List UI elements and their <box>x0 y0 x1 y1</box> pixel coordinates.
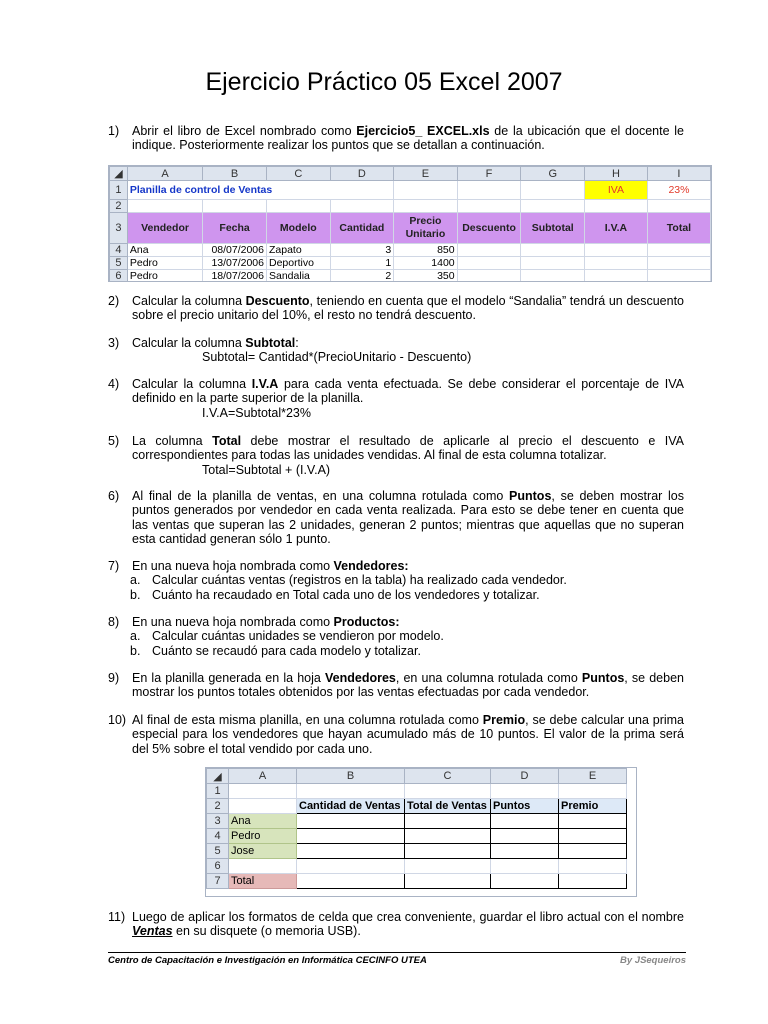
column-header[interactable]: E <box>394 167 457 181</box>
cell[interactable]: Pedro <box>127 270 202 283</box>
instruction-4: 4) Calcular la columna I.V.A para cada venta efectuada. Se debe considerar el porcentaje de IVA definido en la parte superior de la planilla. I.V.A=Subtotal*23% <box>108 377 684 420</box>
row-header[interactable]: 3 <box>207 814 229 829</box>
row-header[interactable]: 6 <box>207 859 229 874</box>
ventas-table <box>109 166 711 282</box>
sub-item: a. Calcular cuántas unidades se vendieron por modelo. <box>130 629 444 644</box>
column-header[interactable]: A <box>127 167 202 181</box>
sub-item: b. Cuánto se recaudó para cada modelo y totalizar. <box>130 643 421 658</box>
header-cantidad-ventas[interactable]: Cantidad de Ventas <box>297 799 405 814</box>
header-modelo[interactable]: Modelo <box>267 213 331 244</box>
row-header[interactable]: 1 <box>110 181 128 200</box>
item-number: 4) <box>108 377 120 391</box>
header-cantidad[interactable]: Cantidad <box>330 213 394 244</box>
header-fecha[interactable]: Fecha <box>203 213 267 244</box>
item-number: 8) <box>108 615 120 629</box>
instruction-1: 1) Abrir el libro de Excel nombrado como Ejercicio5_ EXCEL.xls de la ubicación que el docente le indique. Posteriormente realizar los puntos que se detallan a continuación. <box>108 124 685 153</box>
iva-label-cell[interactable]: IVA <box>584 181 647 200</box>
item-number: 11) <box>108 910 126 924</box>
sub-item: a. Calcular cuántas ventas (registros en la tabla) ha realizado cada vendedor. <box>130 573 567 588</box>
select-all-corner[interactable]: ◢ <box>110 167 128 181</box>
vendor-name-cell[interactable]: Ana <box>229 814 297 829</box>
ventas-sheet <box>108 165 712 282</box>
item-number: 10) <box>108 713 127 727</box>
header-vendedor[interactable]: Vendedor <box>127 213 202 244</box>
header-precio-unitario[interactable]: Precio Unitario <box>394 213 457 244</box>
cell[interactable]: 2 <box>330 270 394 283</box>
instruction-11: 11) Luego de aplicar los formatos de celda que crea conveniente, guardar el libro actual con el nombre Ventas en su disquete (o memoria USB). <box>108 910 684 939</box>
cell[interactable]: 1400 <box>394 257 457 270</box>
cell[interactable]: 850 <box>394 244 457 257</box>
vendor-name-cell[interactable]: Jose <box>229 844 297 859</box>
cell[interactable]: 350 <box>394 270 457 283</box>
cell[interactable]: 13/07/2006 <box>203 257 267 270</box>
row-header[interactable]: 6 <box>110 270 128 283</box>
column-header[interactable]: B <box>297 769 405 784</box>
column-header[interactable]: G <box>521 167 585 181</box>
vendor-name-cell[interactable]: Pedro <box>229 829 297 844</box>
row-header[interactable]: 4 <box>207 829 229 844</box>
column-header[interactable]: C <box>267 167 331 181</box>
footer-author: By JSequeiros <box>620 955 686 966</box>
select-all-corner[interactable]: ◢ <box>207 769 229 784</box>
footer-institution: Centro de Capacitación e Investigación en Informática CECINFO UTEA <box>108 955 427 966</box>
cell[interactable]: Pedro <box>127 257 202 270</box>
cell[interactable]: Deportivo <box>267 257 331 270</box>
cell[interactable]: 18/07/2006 <box>203 270 267 283</box>
row-header[interactable]: 4 <box>110 244 128 257</box>
column-header[interactable]: E <box>559 769 627 784</box>
table-row <box>110 244 711 257</box>
table-row <box>110 270 711 283</box>
instruction-2: 2) Calcular la columna Descuento, teniendo en cuenta que el modelo “Sandalia” tendrá un descuento sobre el precio unitario del 10%, el resto no tendrá descuento. <box>108 294 685 323</box>
iva-value-cell[interactable]: 23% <box>647 181 710 200</box>
total-label-cell[interactable]: Total <box>229 874 297 889</box>
column-header[interactable]: H <box>584 167 647 181</box>
cell[interactable]: 3 <box>330 244 394 257</box>
formula: Subtotal= Cantidad*(PrecioUnitario - Descuento) <box>202 350 472 365</box>
table-row <box>207 829 627 844</box>
column-header[interactable]: D <box>491 769 559 784</box>
column-header[interactable]: B <box>203 167 267 181</box>
column-header[interactable]: C <box>405 769 491 784</box>
page-title: Ejercicio Práctico 05 Excel 2007 <box>205 68 563 96</box>
cell[interactable]: 08/07/2006 <box>203 244 267 257</box>
row-header[interactable]: 7 <box>207 874 229 889</box>
header-puntos[interactable]: Puntos <box>491 799 559 814</box>
table-row <box>207 844 627 859</box>
item-number: 6) <box>108 489 120 503</box>
column-header[interactable]: A <box>229 769 297 784</box>
instruction-8: 8) En una nueva hoja nombrada como Productos: a. Calcular cuántas unidades se vendieron por modelo. b. Cuánto se recaudó para cada modelo y totalizar. <box>108 615 684 658</box>
instruction-3: 3) Calcular la columna Subtotal: Subtotal= Cantidad*(PrecioUnitario - Descuento) <box>108 336 684 365</box>
header-descuento[interactable]: Descuento <box>457 213 521 244</box>
formula: Total=Subtotal + (I.V.A) <box>202 462 331 477</box>
header-total-ventas[interactable]: Total de Ventas <box>405 799 491 814</box>
header-total[interactable]: Total <box>647 213 710 244</box>
item-number: 9) <box>108 671 120 685</box>
sheet-title-cell[interactable]: Planilla de control de Ventas <box>127 181 393 200</box>
footer-divider <box>108 952 686 953</box>
cell[interactable]: Ana <box>127 244 202 257</box>
column-header[interactable]: I <box>647 167 710 181</box>
column-header[interactable]: F <box>457 167 521 181</box>
table-row <box>207 814 627 829</box>
vendedores-table <box>206 768 627 889</box>
cell[interactable]: Sandalia <box>267 270 331 283</box>
header-subtotal[interactable]: Subtotal <box>521 213 585 244</box>
table-row <box>207 874 627 889</box>
instruction-5: 5) La columna Total debe mostrar el resultado de aplicarle al precio el descuento e IVA correspondientes para todas las unidades vendidas. Al final de esta columna totalizar. Total=Subtotal + (I.V.A) <box>108 434 684 477</box>
instruction-10: 10) Al final de esta misma planilla, en una columna rotulada como Premio, se debe calcular una prima especial para los vendedores que hayan acumulado más de 10 puntos. El valor de la prima será del 5% sobre el total vendido por cada uno. <box>108 713 685 756</box>
row-header[interactable]: 5 <box>110 257 128 270</box>
formula: I.V.A=Subtotal*23% <box>202 405 311 420</box>
row-header[interactable]: 2 <box>207 799 229 814</box>
item-number: 1) <box>108 124 120 138</box>
row-header[interactable]: 5 <box>207 844 229 859</box>
row-header[interactable]: 2 <box>110 200 128 213</box>
header-iva[interactable]: I.V.A <box>584 213 647 244</box>
instruction-6: 6) Al final de la planilla de ventas, en una columna rotulada como Puntos, se deben mostrar los puntos generados por vendedor en cada venta realizada. Para esto se debe tener en cuenta que las ventas que superan las 2 unidades, generan 2 puntos; mientras que aquellas que no superan esta cantidad generan sólo 1 punto. <box>108 489 684 547</box>
sub-item: b. Cuánto ha recaudado en Total cada uno de los vendedores y totalizar. <box>130 587 540 602</box>
cell[interactable]: Zapato <box>267 244 331 257</box>
instruction-9: 9) En la planilla generada en la hoja Vendedores, en una columna rotulada como Puntos, se deben mostrar los puntos totales obtenidos por las ventas efectuadas por cada vendedor. <box>108 671 684 700</box>
column-header[interactable]: D <box>330 167 394 181</box>
row-header[interactable]: 3 <box>110 213 128 244</box>
item-number: 3) <box>108 336 120 350</box>
item-number: 7) <box>108 559 120 573</box>
cell[interactable]: 1 <box>330 257 394 270</box>
table-row <box>110 257 711 270</box>
vendedores-sheet <box>205 767 637 897</box>
header-premio[interactable]: Premio <box>559 799 627 814</box>
instruction-7: 7) En una nueva hoja nombrada como Vendedores: a. Calcular cuántas ventas (registros en la tabla) ha realizado cada vendedor. b. Cuánto ha recaudado en Total cada uno de los vendedores y totalizar. <box>108 559 684 602</box>
item-number: 2) <box>108 294 120 308</box>
item-number: 5) <box>108 434 120 448</box>
row-header[interactable]: 1 <box>207 784 229 799</box>
